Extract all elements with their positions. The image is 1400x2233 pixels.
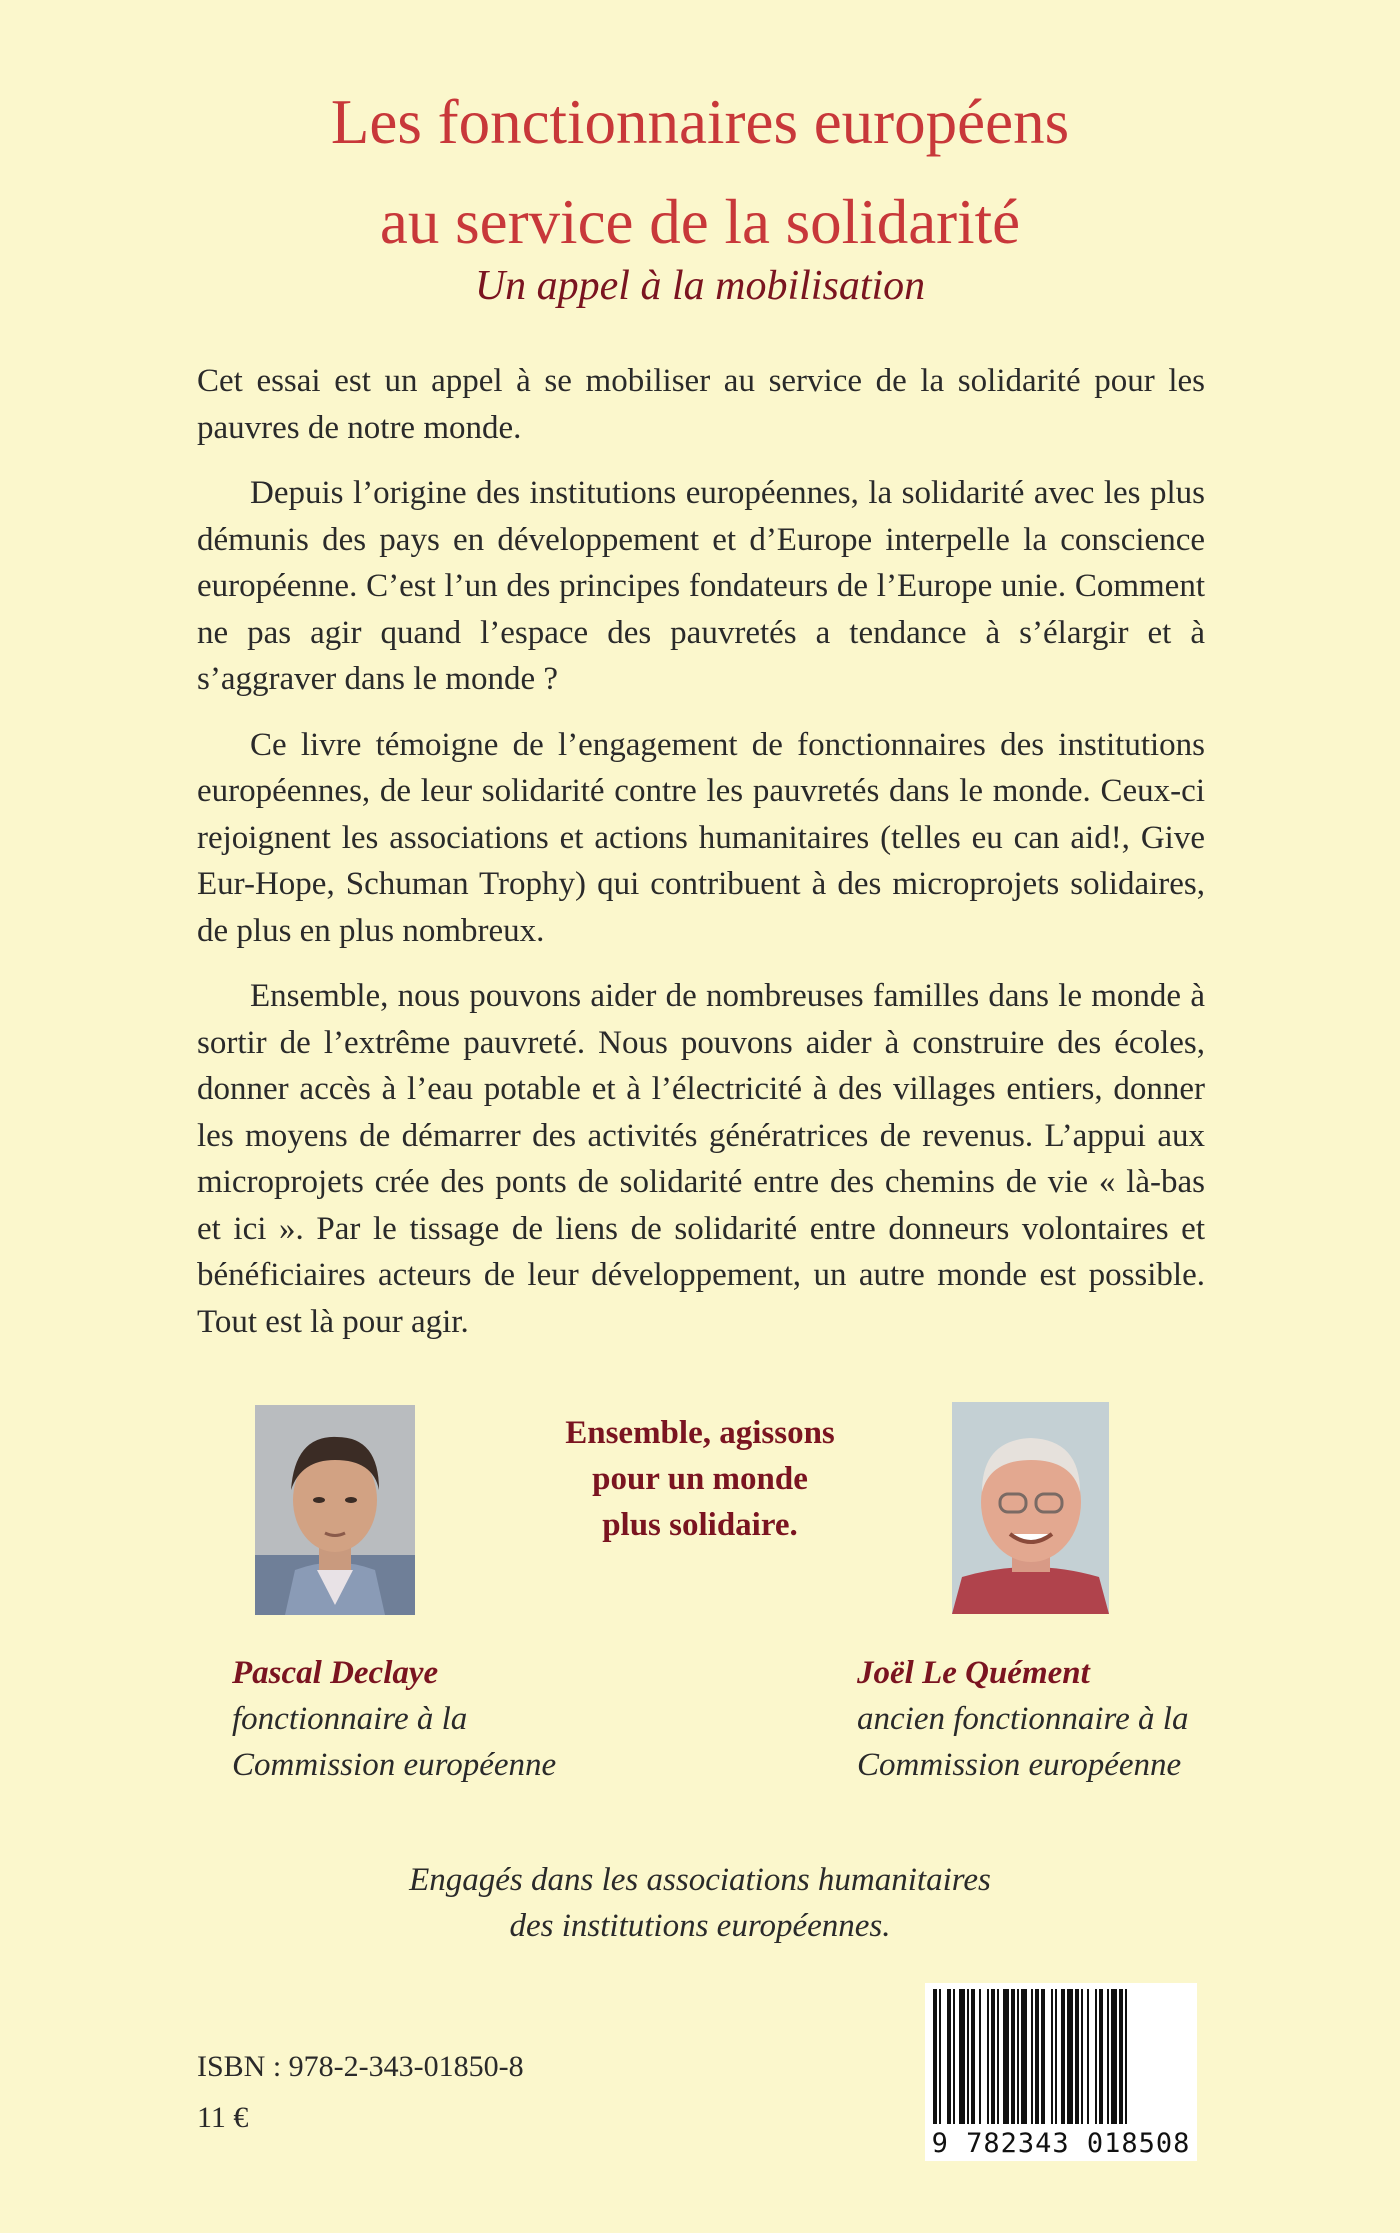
price: 11 € bbox=[197, 2101, 249, 2134]
barcode-bar bbox=[947, 1989, 951, 2124]
barcode-bar bbox=[979, 1989, 981, 2124]
barcode-bar bbox=[1119, 1989, 1123, 2124]
barcode-bar bbox=[1061, 1989, 1065, 2124]
barcode-bar bbox=[991, 1989, 995, 2124]
book-subtitle: Un appel à la mobilisation bbox=[474, 263, 926, 309]
isbn: ISBN : 978-2-343-01850-8 bbox=[197, 2050, 524, 2083]
author-name: Pascal Declaye bbox=[232, 1655, 439, 1691]
barcode-bar bbox=[967, 1989, 969, 2124]
barcode-bar bbox=[1011, 1989, 1015, 2124]
barcode-bar bbox=[953, 1989, 955, 2124]
engaged-line-2: des institutions européennes. bbox=[509, 1908, 891, 1944]
barcode-bar bbox=[1055, 1989, 1057, 2124]
author-photo-joel-le-quement bbox=[952, 1402, 1109, 1614]
author-role-line-1: ancien fonctionnaire à la bbox=[857, 1701, 1189, 1737]
book-title bbox=[0, 72, 1400, 272]
barcode-bar bbox=[1051, 1989, 1053, 2124]
author-photo-pascal-declaye bbox=[255, 1405, 415, 1615]
paragraph-2: Depuis l’origine des institutions européennes, la solidarité avec les plus démunis des pays en développement et d’Europe interpelle la conscience européenne. C’est l’un des principes fondateurs de l’Europe unie. Comment ne pas agir quand l’espace des pauvretés a tendance à s’élargir et à s’aggraver dans le monde ? bbox=[197, 475, 1205, 697]
engaged-statement bbox=[0, 1857, 1400, 1949]
barcode-bar bbox=[971, 1989, 975, 2124]
barcode-bar bbox=[939, 1989, 941, 2124]
paragraph-1: Cet essai est un appel à se mobiliser au service de la solidarité pour les pauvres de notre monde. bbox=[197, 363, 1205, 446]
slogan bbox=[500, 1410, 900, 1548]
barcode-bar bbox=[1031, 1989, 1033, 2124]
barcode-bar bbox=[1107, 1989, 1109, 2124]
barcode-bar bbox=[1081, 1989, 1083, 2124]
author-pascal-declaye bbox=[232, 1650, 556, 1788]
barcode-bar bbox=[1099, 1989, 1103, 2124]
author-joel-le-quement bbox=[857, 1650, 1188, 1788]
barcode-bar bbox=[1075, 1989, 1079, 2124]
barcode-bar bbox=[1003, 1989, 1009, 2124]
paragraph-4: Ensemble, nous pouvons aider de nombreuses familles dans le monde à sortir de l’extrême pauvreté. Nous pouvons aider à construire des écoles, donner accès à l’eau potable et à l’électricité à des villages entiers, donner les moyens de démarrer des activités génératrices de revenus. L’appui aux microprojets crée des ponts de solidarité entre des chemins de vie « là-bas et ici ». Par le tissage de liens de solidarité entre donneurs volontaires et bénéficiaires acteurs de leur développement, un autre monde est possible. Tout est là pour agir. bbox=[197, 978, 1205, 1340]
barcode-number: 9 782343 018508 bbox=[931, 2128, 1191, 2159]
barcode-bar bbox=[1067, 1989, 1073, 2124]
engaged-line-1: Engagés dans les associations humanitaires bbox=[409, 1862, 991, 1898]
title-line-1: Les fonctionnaires européens bbox=[330, 87, 1070, 157]
barcode-bar bbox=[1035, 1989, 1039, 2124]
barcode-bar bbox=[1017, 1989, 1019, 2124]
barcode-bar bbox=[997, 1989, 999, 2124]
paragraph-3: Ce livre témoigne de l’engagement de fonctionnaires des institutions européennes, de leur solidarité contre les pauvretés dans le monde. Ceux-ci rejoignent les associations et actions humanitaires (telles eu can aid!, Give Eur-Hope, Schuman Trophy) qui contribuent à des microprojets solidaires, de plus en plus nombreux. bbox=[197, 726, 1205, 949]
barcode-bar bbox=[1095, 1989, 1097, 2124]
back-cover-text bbox=[197, 358, 1205, 1364]
barcode-bar bbox=[1041, 1989, 1045, 2124]
barcode-bar bbox=[1021, 1989, 1027, 2124]
author-role-line-2: Commission européenne bbox=[857, 1747, 1182, 1783]
barcode-bar bbox=[959, 1989, 965, 2124]
barcode bbox=[925, 1983, 1197, 2161]
title-line-2: au service de la solidarité bbox=[379, 187, 1021, 257]
barcode-bar bbox=[933, 1989, 937, 2124]
slogan-line-2: pour un monde bbox=[592, 1461, 808, 1497]
barcode-bar bbox=[1087, 1989, 1089, 2124]
barcode-bars bbox=[925, 1983, 1197, 2128]
barcode-bar bbox=[987, 1989, 989, 2124]
slogan-line-1: Ensemble, agissons bbox=[565, 1415, 835, 1451]
barcode-bar bbox=[1125, 1989, 1127, 2124]
author-name: Joël Le Quément bbox=[857, 1655, 1090, 1691]
author-role-line-2: Commission européenne bbox=[232, 1747, 557, 1783]
barcode-bar bbox=[1111, 1989, 1117, 2124]
slogan-line-3: plus solidaire. bbox=[602, 1507, 798, 1543]
author-role-line-1: fonctionnaire à la bbox=[232, 1701, 468, 1737]
